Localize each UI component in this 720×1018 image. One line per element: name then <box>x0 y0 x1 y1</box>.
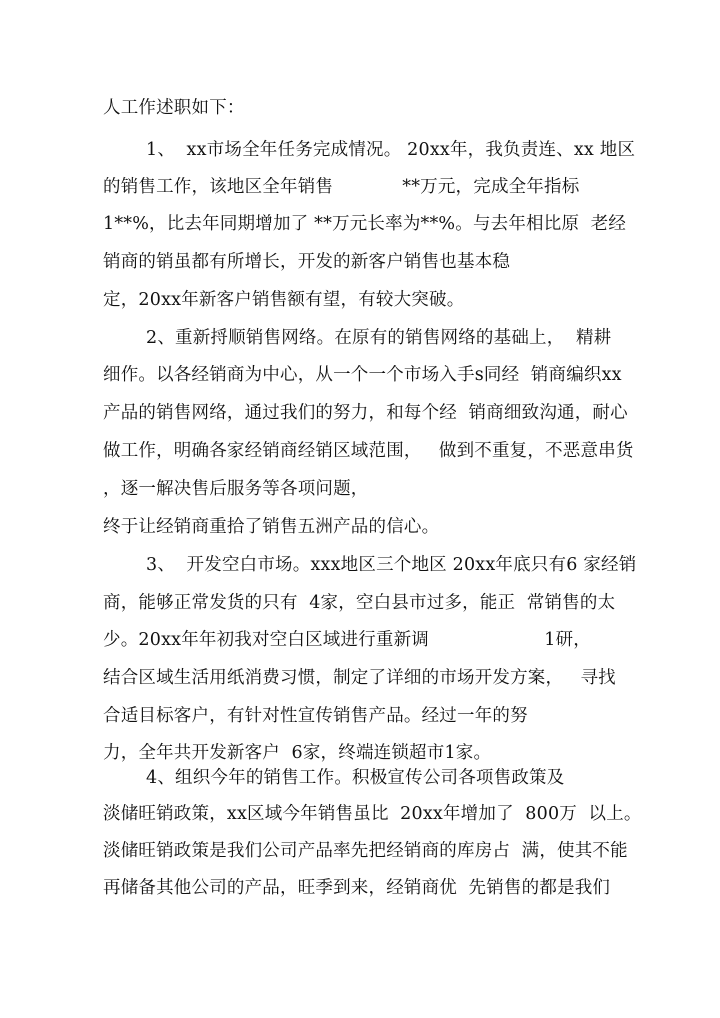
text-line-19: 4、组织今年的销售工作。积极宣传公司各项售政策及 <box>146 768 565 788</box>
text-line-22: 再储备其他公司的产品，旺季到来，经销商优 先销售的都是我们 <box>103 878 611 898</box>
text-line-1: 人工作述职如下： <box>103 98 245 118</box>
text-line-7: 2、重新捋顺销售网络。在原有的销售网络的基础上， 精耕 <box>146 328 612 348</box>
text-line-10: 做工作，明确各家经销商经销区域范围， 做到不重复，不恶意串货 <box>103 441 634 461</box>
text-line-4: 1**%，比去年同期增加了 **万元长率为**%。与去年相比原 老经 <box>103 214 627 234</box>
text-line-2: 1、 xx市场全年任务完成情况。 20xx年，我负责连、xx 地区 <box>146 140 636 160</box>
text-line-21: 淡储旺销政策是我们公司产品率先把经销商的库房占 满，使其不能 <box>103 841 628 861</box>
text-line-11: ，逐一解决售后服务等各项问题， <box>103 479 369 499</box>
text-line-9: 产品的销售网络，通过我们的努力，和每个经 销商细致沟通，耐心 <box>103 403 628 423</box>
text-line-5: 销商的销虽都有所增长，开发的新客户销售也基本稳 <box>103 252 511 272</box>
text-line-14: 商，能够正常发货的只有 4家，空白县市过多，能正 常销售的太 <box>103 593 616 613</box>
text-line-6: 定，20xx年新客户销售额有望，有较大突破。 <box>103 290 465 310</box>
text-line-8: 细作。以各经销商为中心，从一个一个市场入手s同经 销商编织xx <box>103 365 622 385</box>
text-line-18: 力，全年共开发新客户 6家，终端连锁超市1家。 <box>103 743 492 763</box>
text-line-12: 终于让经销商重拾了销售五洲产品的信心。 <box>103 517 440 537</box>
text-line-3: 的销售工作，该地区全年销售 **万元，完成全年指标 <box>103 177 580 197</box>
text-line-20: 淡储旺销政策，xx区域今年销售虽比 20xx年增加了 800万 以上。 <box>103 804 642 824</box>
text-line-17: 合适目标客户，有针对性宣传销售产品。经过一年的努 <box>103 706 528 726</box>
text-line-16: 结合区域生活用纸消费习惯，制定了详细的市场开发方案， 寻找 <box>103 668 616 688</box>
text-line-15: 少。20xx年年初我对空白区域进行重新调 1研， <box>103 630 591 650</box>
text-line-13: 3、 开发空白市场。xxx地区三个地区 20xx年底只有6 家经销 <box>146 555 637 575</box>
